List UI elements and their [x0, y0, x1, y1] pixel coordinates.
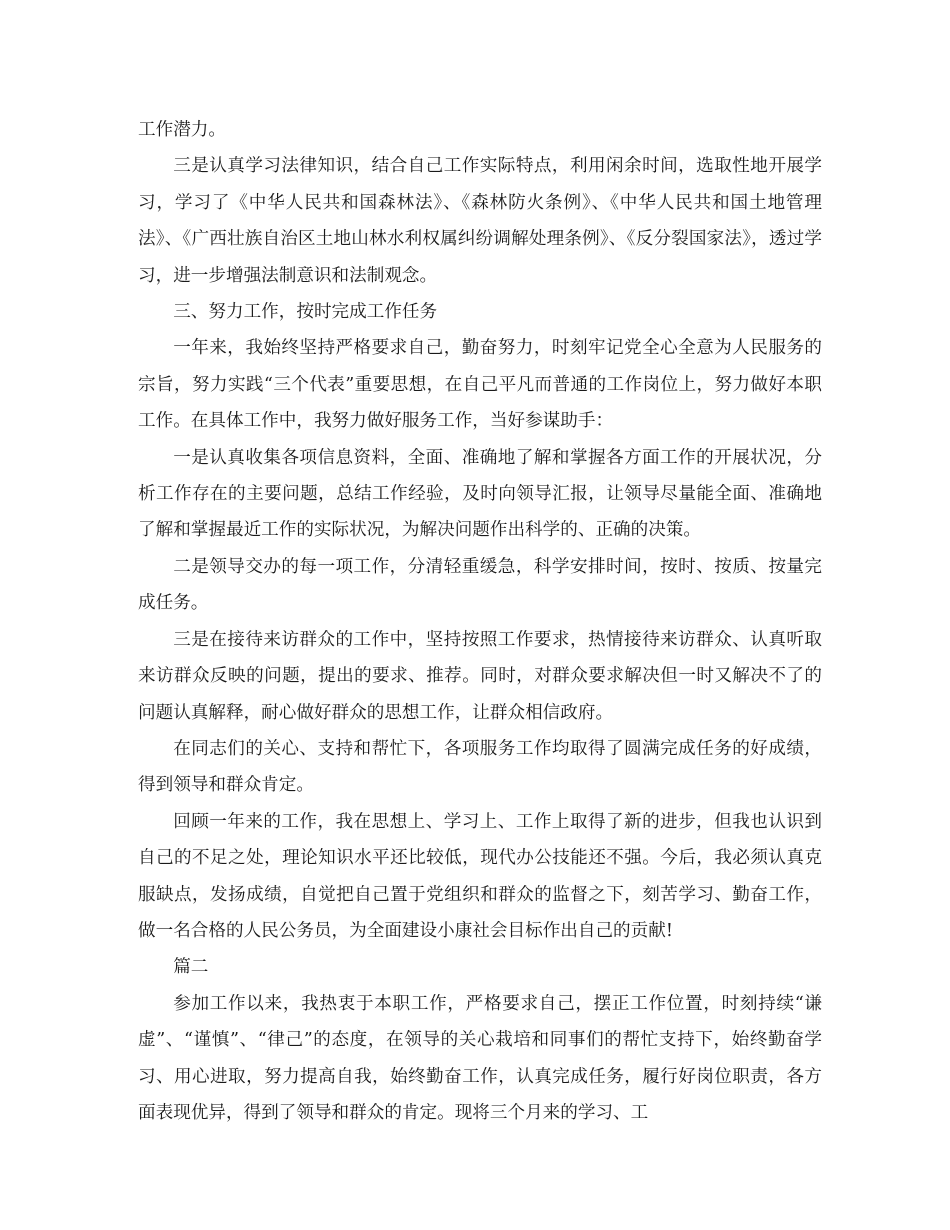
- paragraph-law-study: 三是认真学习法律知识，结合自己工作实际特点，利用闲余时间，选取性地开展学习，学习了《中华人民共和国森林法》、《森林防火条例》、《中华人民共和国土地管理法》、《广西壮族自治区土地山林水利权属纠纷调解处理条例》、《反分裂国家法》，透过学习，进一步增强法制意识和法制观念。: [138, 156, 822, 286]
- paragraph-part-2-intro: 参加工作以来，我热衷于本职工作，严格要求自己，摆正工作位置，时刻持续“谦虚”、“谨慎”、“律己”的态度，在领导的关心栽培和同事们的帮忙支持下，始终勤奋学习、用心进取，努力提高自我，始终勤奋工作，认真完成任务，履行好岗位职责，各方面表现优异，得到了领导和群众的肯定。现将三个月来的学习、工: [138, 993, 822, 1123]
- paragraph-item-3: 三是在接待来访群众的工作中，坚持按照工作要求，热情接待来访群众、认真听取来访群众反映的问题，提出的要求、推荐。同时，对群众要求解决但一时又解决不了的问题认真解释，耐心做好群众的思想工作，让群众相信政府。: [138, 629, 822, 723]
- section-heading-3: 三、努力工作，按时完成工作任务: [173, 302, 438, 323]
- paragraph-continuation: 工作潜力。: [138, 120, 226, 140]
- paragraph-year-summary: 一年来，我始终坚持严格要求自己，勤奋努力，时刻牢记党全心全意为人民服务的宗旨，努力实践“三个代表”重要思想，在自己平凡而普通的工作岗位上，努力做好本职工作。在具体工作中，我努力做好服务工作，当好参谋助手：: [138, 338, 822, 432]
- section-heading-part-2: 篇二: [173, 957, 209, 978]
- paragraph-item-2: 二是领导交办的每一项工作，分清轻重缓急，科学安排时间，按时、按质、按量完成任务。: [138, 556, 822, 614]
- paragraph-item-1: 一是认真收集各项信息资料，全面、准确地了解和掌握各方面工作的开展状况，分析工作存在的主要问题，总结工作经验，及时向领导汇报，让领导尽量能全面、准确地了解和掌握最近工作的实际状况，为解决问题作出科学的、正确的决策。: [138, 447, 822, 541]
- paragraph-review: 回顾一年来的工作，我在思想上、学习上、工作上取得了新的进步，但我也认识到自己的不足之处，理论知识水平还比较低，现代办公技能还不强。今后，我必须认真克服缺点，发扬成绩，自觉把自己置于党组织和群众的监督之下，刻苦学习、勤奋工作，做一名合格的人民公务员，为全面建设小康社会目标作出自己的贡献!: [138, 811, 822, 941]
- document-body: [138, 112, 822, 1131]
- paragraph-achievement: 在同志们的关心、支持和帮忙下，各项服务工作均取得了圆满完成任务的好成绩，得到领导和群众肯定。: [138, 738, 822, 796]
